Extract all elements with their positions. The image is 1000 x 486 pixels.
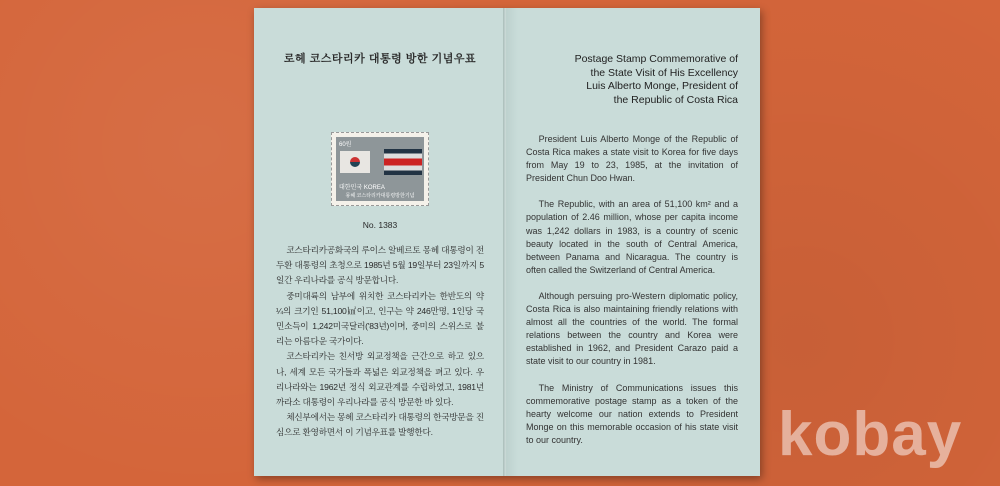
english-title-line: the Republic of Costa Rica: [613, 93, 738, 106]
korean-paragraph: 중미대륙의 남부에 위치한 코스타리카는 한반도의 약 ¼의 크기인 51,100㎢이고, 인구는 약 246만명, 1인당 국민소득이 1,242미국달러('83년)이며, 중미의 스위스로 불리는 아름다운 국가이다.: [276, 290, 484, 347]
korean-paragraph: 체신부에서는 몽헤 코스타리카 대통령의 한국방문을 진심으로 환영하면서 이 기념우표를 발행한다.: [276, 412, 484, 438]
stamp-number: No. 1383: [362, 220, 398, 230]
stamp-folder: [254, 8, 760, 476]
stamp-value: 60원: [339, 142, 352, 148]
stamp-country: 대한민국 KOREA: [339, 185, 385, 191]
english-paragraph: President Luis Alberto Monge of the Republic of Costa Rica makes a state visit to Korea for five days from May 19 to 23, 1985, at the invitation of President Chun Doo Hwan.: [526, 134, 738, 184]
english-paragraph: Although persuing pro-Western diplomatic policy, Costa Rica is also maintaining friendly relations with almost all the countries of the world. The formal relations between the country and Korea were established in 1962, and President Carazo paid a state visit to our country in 1981.: [526, 290, 738, 367]
korean-paragraph: 코스타리카공화국의 루이스 알베르토 몽헤 대통령이 전두환 대통령의 초청으로 1985년 5월 19일부터 23일까지 5일간 우리나라를 공식 방문합니다.: [276, 245, 484, 286]
kobay-watermark: kobay: [778, 400, 963, 469]
english-title: [526, 53, 738, 107]
english-title-line: Luis Alberto Monge, President of: [586, 80, 738, 92]
stamp-caption: 몽헤 코스타리카대통령방한기념: [345, 193, 415, 199]
korean-title: 로헤 코스타리카 대통령 방한 기념우표: [283, 53, 477, 65]
korean-paragraph: 코스타리카는 친서방 외교정책을 근간으로 하고 있으나, 세계 모든 국가들과 폭넓은 외교정책을 펴고 있다. 우리나라와는 1962년 정식 외교관계를 수립하였고, 1981년 까라소 대통령이 우리나라를 공식 방문한 바 있다.: [276, 351, 484, 408]
english-paragraph: The Republic, with an area of 51,100 km² and a population of 2.46 million, whose per capita income was 1,242 dollars in 1983, is a country of scenic beauty located in the south of Central America, between Panama and Nicaragua. The country is often called the Switzerland of Central America.: [526, 199, 738, 275]
right-page: [506, 8, 760, 476]
stamp-image: [331, 132, 429, 206]
english-title-line: the State Visit of His Excellency: [590, 66, 738, 79]
korea-flag-icon: [340, 151, 370, 173]
english-paragraph: The Ministry of Communications issues this commemorative postage stamp as a token of the hearty welcome our nation extends to President Monge on this memorable occasion of his state visit to our country.: [526, 382, 738, 445]
costa-rica-flag-icon: [384, 149, 422, 175]
korean-body: [276, 243, 484, 441]
left-page: [254, 8, 504, 476]
english-body: [526, 133, 738, 447]
english-title-line: Postage Stamp Commemorative of: [574, 53, 738, 65]
